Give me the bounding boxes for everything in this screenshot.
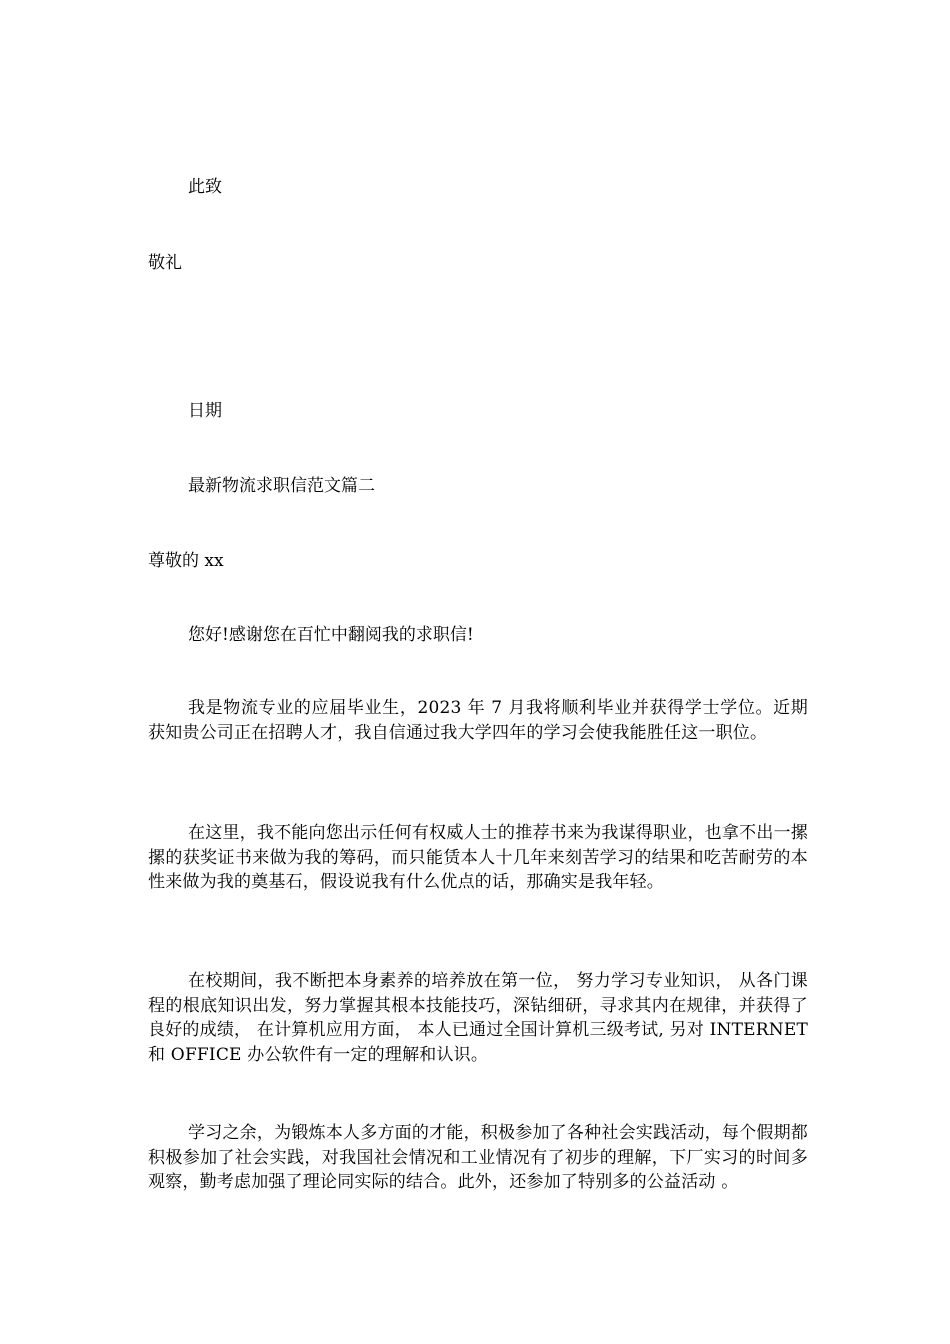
paragraph-2: 在这里，我不能向您出示任何有权威人士的推荐书来为我谋得职业，也拿不出一摞摞的获奖证书来做为我的筹码，而只能赁本人十几年来刻苦学习的结果和吃苦耐劳的本性来做为我的奠基石，假设说我有什么优点的话，那确实是我年轻。 bbox=[148, 823, 808, 892]
opening-line: 您好!感谢您在百忙中翻阅我的求职信! bbox=[188, 625, 474, 645]
date-label: 日期 bbox=[188, 401, 222, 421]
salute-line: 敬礼 bbox=[148, 253, 182, 273]
paragraph-4: 学习之余，为锻炼本人多方面的才能，积极参加了各种社会实践活动，每个假期都积极参加了社会实践，对我国社会情况和工业情况有了初步的理解，下厂实习的时间多观察，勤考虑加强了理论同实际的结合。此外，还参加了特别多的公益活动 。 bbox=[148, 1123, 808, 1192]
closing-line: 此致 bbox=[188, 177, 222, 197]
paragraph-1: 我是物流专业的应届毕业生，2023 年 7 月我将顺利毕业并获得学士学位。近期获知贵公司正在招聘人才，我自信通过我大学四年的学习会使我能胜任这一职位。 bbox=[148, 698, 808, 743]
section-title: 最新物流求职信范文篇二 bbox=[188, 476, 375, 496]
paragraph-3: 在校期间，我不断把本身素养的培养放在第一位， 努力学习专业知识， 从各门课程的根底知识出发，努力掌握其根本技能技巧，深钻细研，寻求其内在规律，并获得了良好的成绩， 在计算机应用方面， 本人已通过全国计算机三级考试, 另对 INTERNET 和 OFFICE 办公软件有一定的理解和认识。 bbox=[148, 971, 808, 1065]
greeting-line: 尊敬的 xx bbox=[148, 551, 224, 571]
